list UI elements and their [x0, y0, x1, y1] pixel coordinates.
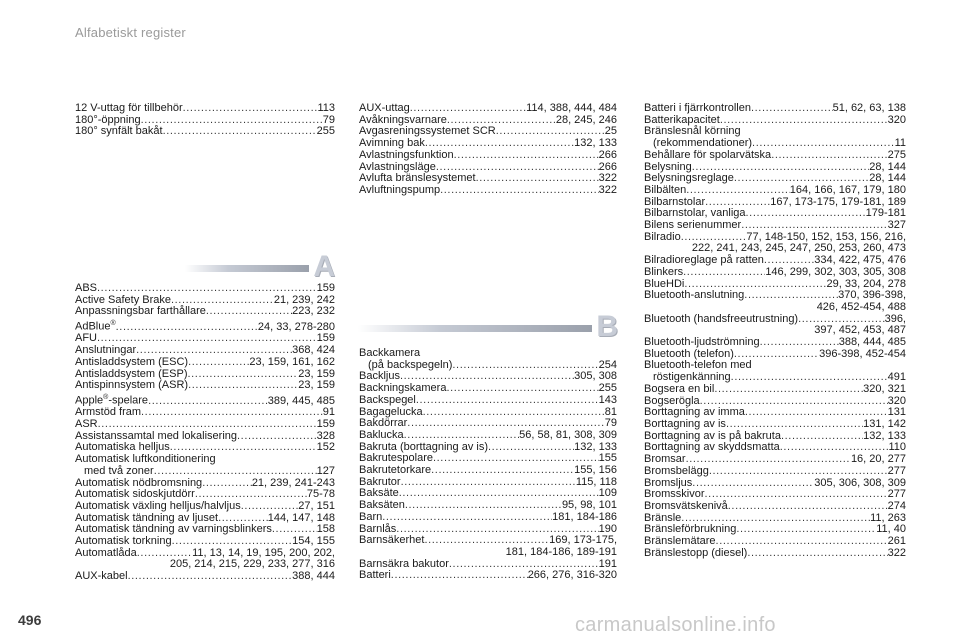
index-page-refs: 23, 159: [298, 379, 335, 392]
index-page-refs: 275: [887, 148, 906, 161]
index-page-refs: 274: [887, 499, 906, 512]
index-page-refs: 320: [887, 394, 906, 407]
index-page-refs: 16, 20, 277: [850, 453, 906, 466]
index-term-text: Bakrutetorkare: [359, 464, 432, 477]
index-term-text: Bränslemätare: [644, 535, 716, 548]
index-page-refs: 146, 299, 302, 303, 305, 308: [765, 265, 906, 278]
index-page-refs: 181, 184-186: [552, 510, 617, 523]
index-column-2-b: [359, 348, 617, 582]
dot-leader: [709, 466, 888, 478]
index-term-text: med två zoner: [84, 464, 154, 477]
index-page-refs: 24, 33, 278-280: [257, 320, 335, 333]
index-entry: [644, 220, 906, 232]
index-term-text: Backljus: [359, 370, 400, 383]
index-page-refs: 27, 151: [298, 499, 335, 512]
index-page-refs: 79: [322, 113, 335, 126]
page-number: 496: [18, 612, 42, 628]
index-page-refs: 159: [316, 282, 335, 294]
index-term-text: Antisladdsystem (ESC): [75, 355, 189, 368]
dot-leader: [128, 571, 293, 583]
index-term-text: Bluetooth (handsfreeutrustning): [644, 312, 799, 325]
index-entry: [644, 501, 906, 513]
index-page-refs: 164, 166, 167, 179, 180: [789, 183, 906, 196]
index-page-refs: 327: [887, 219, 906, 232]
index-page-refs: 169, 173-175,: [549, 534, 617, 547]
index-page-refs: 322: [598, 172, 617, 185]
index-term-text: Avimning bak: [359, 137, 425, 150]
index-page-refs: 91: [322, 406, 335, 419]
dot-leader: [760, 337, 839, 349]
index-term-text: Avlastningsläge: [359, 160, 436, 173]
index-page-refs: 155, 156: [574, 464, 617, 477]
index-entry: [75, 306, 335, 318]
index-page-refs: 11: [894, 137, 906, 150]
index-page-refs: 266: [598, 148, 617, 161]
index-page-refs: 158: [316, 523, 335, 536]
index-term-text: Antispinnsystem (ASR): [75, 379, 189, 392]
index-term-text: BlueHDi: [644, 277, 685, 290]
index-term-text: Avåkningsvarnare: [359, 113, 447, 126]
index-page-refs: 114, 388, 444, 484: [526, 102, 617, 114]
index-page-refs: 21, 239, 242: [273, 293, 335, 306]
index-term-text: Anpassningsbar farthållare: [75, 305, 206, 318]
index-term-text: ABS: [75, 282, 98, 294]
index-page-refs: 370, 396-398,: [838, 289, 906, 302]
dot-leader: [391, 570, 528, 582]
index-term-text: Behållare för spolarvätska: [644, 148, 772, 161]
index-term: [75, 126, 163, 138]
index-entry: [75, 318, 335, 333]
index-term-text: Bilradio: [644, 230, 681, 243]
index-entry: [644, 314, 906, 337]
index-page-refs: 266, 276, 316-320: [527, 569, 617, 582]
dot-leader: [116, 322, 258, 334]
dot-leader: [416, 395, 599, 407]
dot-leader: [423, 407, 605, 419]
index-term-text: (på backspegeln): [368, 358, 453, 371]
index-page-refs: 396-398, 452-454: [819, 347, 906, 360]
index-term-text: Backningskamera: [359, 382, 447, 395]
index-page-refs: 277: [887, 488, 906, 501]
dot-leader: [446, 383, 598, 395]
index-term-text: Active Safety Brake: [75, 293, 171, 306]
index-page-refs: 396,: [884, 312, 906, 325]
index-page-refs: 191: [598, 557, 617, 570]
index-term-text: Bogseröglа: [644, 394, 700, 407]
index-page-refs-continued: 397, 452, 453, 487: [814, 324, 906, 337]
section-b-letter: B: [596, 310, 618, 343]
section-b-divider: [358, 325, 592, 332]
index-page-refs: 28, 245, 246: [555, 113, 617, 126]
index-term-text: Bränsle: [644, 511, 682, 524]
index-entry: [75, 454, 335, 477]
index-page-refs: 11, 13, 14, 19, 195, 200, 202,: [192, 546, 335, 559]
dot-leader: [163, 126, 317, 138]
index-column-3: [644, 103, 906, 559]
index-term: [75, 318, 116, 333]
index-term-text: Bromsljus: [644, 476, 693, 489]
dot-leader: [382, 512, 552, 524]
index-page-refs: 131: [887, 406, 906, 419]
index-page-refs: 132, 133: [574, 440, 617, 453]
dot-leader: [476, 173, 599, 185]
index-entry: [644, 232, 906, 255]
index-term-text: Bilradioreglage på ratten: [644, 254, 764, 267]
index-column-2-top: [359, 103, 617, 197]
index-page-refs: 254: [598, 358, 617, 371]
index-page-refs: 144, 147, 148: [267, 511, 335, 524]
index-entry: [75, 571, 335, 583]
dot-leader: [736, 524, 876, 536]
index-term-text: Avlufta bränslesystemet: [359, 172, 476, 185]
dot-leader: [714, 384, 863, 396]
index-page-refs: 368, 424: [292, 344, 335, 357]
index-page-refs-continued: 181, 184-186, 189-191: [505, 545, 617, 558]
index-page-refs: 79: [604, 417, 617, 430]
index-page-refs: 143: [598, 393, 617, 406]
index-term-text: Batteri i fjärrkontrollen: [644, 102, 751, 114]
index-term-text: Automatisk växling helljus/halvljus: [75, 499, 241, 512]
index-page-refs: 266: [598, 160, 617, 173]
index-page-refs: 155: [598, 452, 617, 465]
index-page-refs: 322: [887, 546, 906, 559]
dot-leader: [405, 500, 562, 512]
index-term: [75, 380, 188, 392]
dot-leader: [705, 489, 888, 501]
index-entry: [75, 407, 335, 419]
dot-leader: [237, 431, 317, 443]
index-page-refs: 277: [887, 464, 906, 477]
index-term-text: 180°-öppning: [75, 113, 141, 126]
index-page-refs: 11, 263: [870, 511, 906, 524]
index-page-refs: 28, 144: [869, 172, 906, 185]
index-term: [644, 290, 744, 302]
index-term-text: ASR: [75, 418, 98, 431]
index-term-text: Bakruta (borttagning av is): [359, 440, 489, 453]
index-entry-heading: Bluetooth-telefon med: [644, 359, 752, 372]
dot-leader: [746, 208, 866, 220]
index-term: [75, 571, 128, 583]
dot-leader: [206, 306, 292, 318]
index-column-1-a: [75, 283, 335, 583]
index-entry: [644, 360, 906, 383]
index-page-refs-continued: 222, 241, 243, 245, 247, 250, 253, 260, 473: [691, 242, 906, 255]
page-header-title: Alfabetiskt register: [75, 25, 186, 40]
dot-leader: [488, 442, 574, 454]
index-term-text: Bilbälten: [644, 183, 687, 196]
index-page-refs: 328: [316, 429, 335, 442]
dot-leader: [241, 501, 299, 513]
index-term-text: Batteri: [359, 569, 391, 582]
index-term-text: Automatisk tändning av ljuset: [75, 511, 219, 524]
index-entry: [644, 548, 906, 560]
index-term-suffix: -spelare: [108, 394, 149, 407]
index-page-refs: 29, 33, 204, 278: [826, 277, 906, 290]
index-term-text: Bluetooth-ljudströmning: [644, 336, 760, 349]
index-entry: [359, 535, 617, 558]
index-page-refs: 320, 321: [863, 382, 906, 395]
index-term-text: AUX-uttag: [359, 102, 410, 114]
index-term-text: Bromsbelägg: [644, 464, 709, 477]
index-term-text: Automatisk torkning: [75, 535, 172, 548]
index-entry: [75, 380, 335, 392]
index-entry-heading: Automatisk luftkonditionering: [75, 453, 216, 466]
index-term-text: Avluftningspump: [359, 183, 441, 196]
index-term-text: Automatlåda: [75, 546, 137, 559]
dot-leader: [692, 478, 814, 490]
index-page-refs: 154, 155: [292, 535, 335, 548]
index-term-text: Belysningsreglage: [644, 172, 734, 185]
index-term-text: Belysning: [644, 160, 692, 173]
index-page-refs: 159: [316, 418, 335, 431]
dot-leader: [431, 465, 574, 477]
dot-leader: [686, 454, 851, 466]
index-term-text: Automatisk sidoskjutdörr: [75, 488, 195, 501]
index-entry: [75, 392, 335, 407]
index-term-text: Blinkers: [644, 265, 684, 278]
index-page-refs: 132, 133: [574, 137, 617, 150]
index-term-text: Baksäte: [359, 487, 399, 500]
index-page-refs: 11, 40: [876, 523, 906, 536]
index-term-text: Avlastningsfunktion: [359, 148, 454, 161]
index-entry-heading: Backkamera: [359, 347, 421, 359]
index-term-text: Borttagning av is: [644, 417, 726, 430]
dot-leader: [440, 185, 599, 197]
index-page-refs: 305, 306, 308, 309: [814, 476, 906, 489]
index-page-refs: 131, 142: [863, 417, 906, 430]
dot-leader: [771, 150, 887, 162]
index-term-text: Automatiska helljus: [75, 441, 170, 454]
dot-leader: [752, 138, 895, 150]
dot-leader: [188, 380, 298, 392]
index-term-text: Bluetooth-anslutning: [644, 289, 745, 302]
index-page-refs: 159: [316, 332, 335, 345]
dot-leader: [401, 477, 576, 489]
index-term-text: Backspegel: [359, 393, 416, 406]
dot-leader: [741, 220, 887, 232]
index-term: [75, 392, 148, 407]
index-page-refs: 115, 118: [575, 475, 617, 488]
index-entry-heading: Bränslesnål körning: [644, 125, 741, 138]
index-page-refs: 167, 173-175, 179-181, 189: [770, 195, 906, 208]
index-page-refs-continued: 426, 452-454, 488: [816, 300, 906, 313]
index-page-refs-continued: 205, 214, 215, 229, 233, 277, 316: [169, 558, 335, 571]
index-term-text: Bagagelucka: [359, 405, 423, 418]
index-term-text: Borttagning av skyddsmatta: [644, 441, 780, 454]
index-page-refs: 109: [598, 487, 617, 500]
index-page-refs: 305, 308: [574, 370, 617, 383]
index-entry: [644, 126, 906, 149]
index-entry: [359, 512, 617, 524]
index-term-text: AdBlue: [75, 320, 111, 333]
index-term-text: Bakrutor: [359, 475, 401, 488]
dot-leader: [454, 150, 599, 162]
index-term: [644, 548, 747, 560]
index-term: [359, 535, 424, 547]
index-term-text: Bilbarnstolar: [644, 195, 706, 208]
index-page-refs: 491: [887, 371, 906, 384]
index-term-text: Bluetooth (telefon): [644, 347, 734, 360]
index-page-refs: 21, 239, 241-243: [251, 476, 335, 489]
index-term: [644, 314, 798, 326]
index-page-refs: 77, 148-150, 152, 153, 156, 216,: [746, 230, 906, 243]
index-term-text: Armstöd fram: [75, 406, 142, 419]
dot-leader: [728, 501, 888, 513]
index-term-text: 12 V-uttag för tillbehör: [75, 102, 183, 114]
index-term-text: Assistanssamtal med lokalisering: [75, 429, 238, 442]
index-term-text: Baklucka: [359, 428, 404, 441]
index-entry: [359, 570, 617, 582]
index-entry: [644, 290, 906, 313]
dot-leader: [188, 357, 249, 369]
index-term-text: Barnsäkra bakutor: [359, 557, 449, 570]
index-term-text: Bromsskivor: [644, 488, 705, 501]
index-page-refs: 388, 444, 485: [838, 336, 906, 349]
index-term: [359, 570, 391, 582]
index-term-text: Bränsleförbrukning: [644, 523, 737, 536]
watermark-text: carmanualsonline.info: [575, 614, 776, 636]
index-page-refs: 113: [317, 102, 335, 114]
index-page-refs: 322: [598, 183, 617, 196]
index-page-refs: 255: [598, 382, 617, 395]
index-term-text: Bilens serienummer: [644, 219, 742, 232]
index-term-text: Bakrutespolare: [359, 452, 433, 465]
index-page-refs: 132, 133: [863, 429, 906, 442]
index-entry: [359, 185, 617, 197]
index-term: [75, 548, 137, 560]
index-term-text: Baksäten: [359, 499, 405, 512]
index-term-text: Borttagning av is på bakruta: [644, 429, 781, 442]
index-page-refs: 25: [604, 125, 617, 138]
dot-leader: [720, 115, 888, 127]
index-term-text: Apple: [75, 394, 104, 407]
index-page-refs: 389, 445, 485: [267, 394, 335, 407]
index-page-refs: 23, 159: [298, 367, 335, 380]
index-page-refs: 255: [316, 125, 335, 138]
index-term-text: AUX-kabel: [75, 570, 128, 583]
index-term: [644, 232, 681, 244]
dot-leader: [141, 115, 323, 127]
index-term-text: Barnsäkerhet: [359, 534, 425, 547]
index-column-1-top: [75, 103, 335, 138]
index-term-text: Borttagning av imma: [644, 406, 745, 419]
index-term-text: Anslutningar: [75, 344, 137, 357]
dot-leader: [141, 407, 323, 419]
index-page-refs: 110: [888, 441, 906, 454]
index-term-text: Avgasreningssystemet SCR: [359, 125, 496, 138]
index-page-refs: 223, 232: [292, 305, 335, 318]
dot-leader: [781, 431, 863, 443]
index-term-text: Automatisk tändning av varningsblinkers: [75, 523, 272, 536]
index-term: [75, 306, 206, 318]
index-page-refs: 127: [316, 464, 335, 477]
dot-leader: [187, 369, 298, 381]
dot-leader: [183, 103, 318, 115]
index-page-refs: 388, 444: [292, 570, 335, 583]
registered-mark: ®: [103, 393, 109, 401]
index-term-text: Batterikapacitet: [644, 113, 720, 126]
index-page-refs: 152: [316, 441, 335, 454]
index-term-text: Bogsera en bil: [644, 382, 715, 395]
index-term: [359, 185, 440, 197]
index-page-refs: 190: [598, 522, 617, 535]
index-term-text: Bromsar: [644, 453, 686, 466]
index-term-text: AFU: [75, 332, 97, 345]
index-term-text: Barn: [359, 510, 383, 523]
index-term-text: 180° synfält bakåt: [75, 125, 163, 138]
index-entry: [359, 348, 617, 371]
index-page-refs: 75-78: [306, 488, 335, 501]
dot-leader: [148, 396, 268, 408]
index-term-text: Bilbarnstolar, vanliga: [644, 207, 746, 220]
dot-leader: [202, 478, 252, 490]
index-term-text: Automatisk nödbromsning: [75, 476, 203, 489]
index-page-refs: 81: [604, 405, 617, 418]
dot-leader: [751, 103, 833, 115]
index-entry: [75, 126, 335, 138]
section-a-divider: [185, 265, 309, 272]
dot-leader: [747, 548, 887, 560]
index-term-text: Bakdörrar: [359, 417, 408, 430]
index-page-refs: 261: [887, 535, 906, 548]
registered-mark: ®: [110, 320, 116, 328]
index-page-refs: 320: [887, 113, 906, 126]
index-page-refs: 51, 62, 63, 138: [832, 102, 906, 114]
index-term-text: (rekommendationer): [653, 137, 753, 150]
index-page-refs: 28, 144: [869, 160, 906, 173]
index-term-text: Bränslestopp (diesel): [644, 546, 748, 559]
index-page-refs: 179-181: [865, 207, 906, 220]
index-term-text: Barnlås: [359, 522, 397, 535]
index-entry: [75, 548, 335, 571]
index-term-text: Antisladdsystem (ESP): [75, 367, 188, 380]
section-a-letter: A: [313, 250, 335, 283]
index-page-refs: 56, 58, 81, 308, 309: [519, 428, 617, 441]
index-page-refs: 95, 98, 101: [561, 499, 617, 512]
index-page-refs: 334, 422, 475, 476: [814, 254, 906, 267]
index-page-refs: 23, 159, 161, 162: [249, 355, 335, 368]
index-term-text: Bromsvätskenivå: [644, 499, 728, 512]
section-b-header: [358, 310, 618, 350]
dot-leader: [683, 267, 765, 279]
index-term-text: röstigenkänning: [653, 371, 731, 384]
